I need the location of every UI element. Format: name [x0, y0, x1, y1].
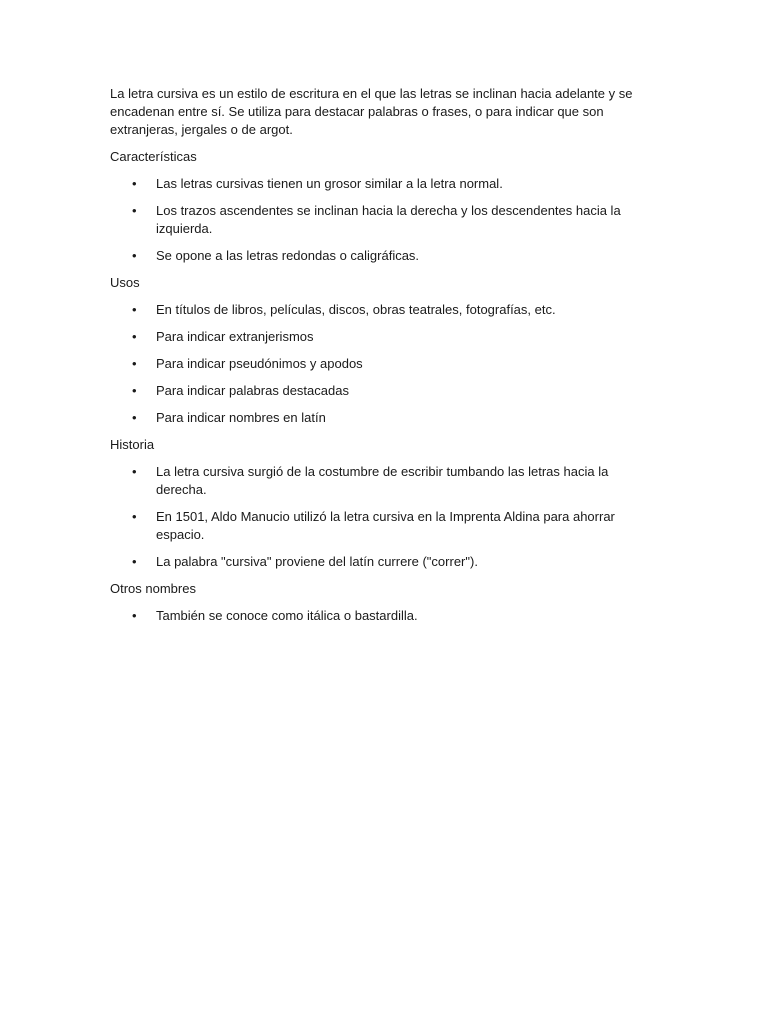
document-body — [110, 85, 635, 625]
section-heading-usos: Usos — [110, 275, 140, 290]
section-heading-caracteristicas: Características — [110, 149, 197, 164]
list-item: • Para indicar pseudónimos y apodos — [110, 355, 635, 373]
list-caracteristicas — [110, 175, 635, 265]
list-item: • Las letras cursivas tienen un grosor similar a la letra normal. — [110, 175, 635, 193]
list-item: • También se conoce como itálica o bastardilla. — [110, 607, 635, 625]
list-item: • Para indicar palabras destacadas — [110, 382, 635, 400]
list-otros-nombres — [110, 607, 635, 625]
list-item: • La letra cursiva surgió de la costumbre de escribir tumbando las letras hacia la derecha. — [110, 463, 635, 499]
list-item: • Para indicar nombres en latín — [110, 409, 635, 427]
list-item: • En títulos de libros, películas, discos, obras teatrales, fotografías, etc. — [110, 301, 635, 319]
list-historia — [110, 463, 635, 571]
list-usos — [110, 301, 635, 427]
section-heading-otros-nombres: Otros nombres — [110, 581, 196, 596]
section-heading-historia: Historia — [110, 437, 155, 452]
list-item: • En 1501, Aldo Manucio utilizó la letra cursiva en la Imprenta Aldina para ahorrar espacio. — [110, 508, 635, 544]
list-item: • Para indicar extranjerismos — [110, 328, 635, 346]
intro-paragraph: La letra cursiva es un estilo de escritura en el que las letras se inclinan hacia adelante y se encadenan entre sí. Se utiliza para destacar palabras o frases, o para indicar que son extranjeras, jergales o de argot. — [110, 86, 633, 137]
list-item: • Los trazos ascendentes se inclinan hacia la derecha y los descendentes hacia la izquierda. — [110, 202, 635, 238]
list-item: • La palabra "cursiva" proviene del latín currere ("correr"). — [110, 553, 635, 571]
list-item: • Se opone a las letras redondas o caligráficas. — [110, 247, 635, 265]
